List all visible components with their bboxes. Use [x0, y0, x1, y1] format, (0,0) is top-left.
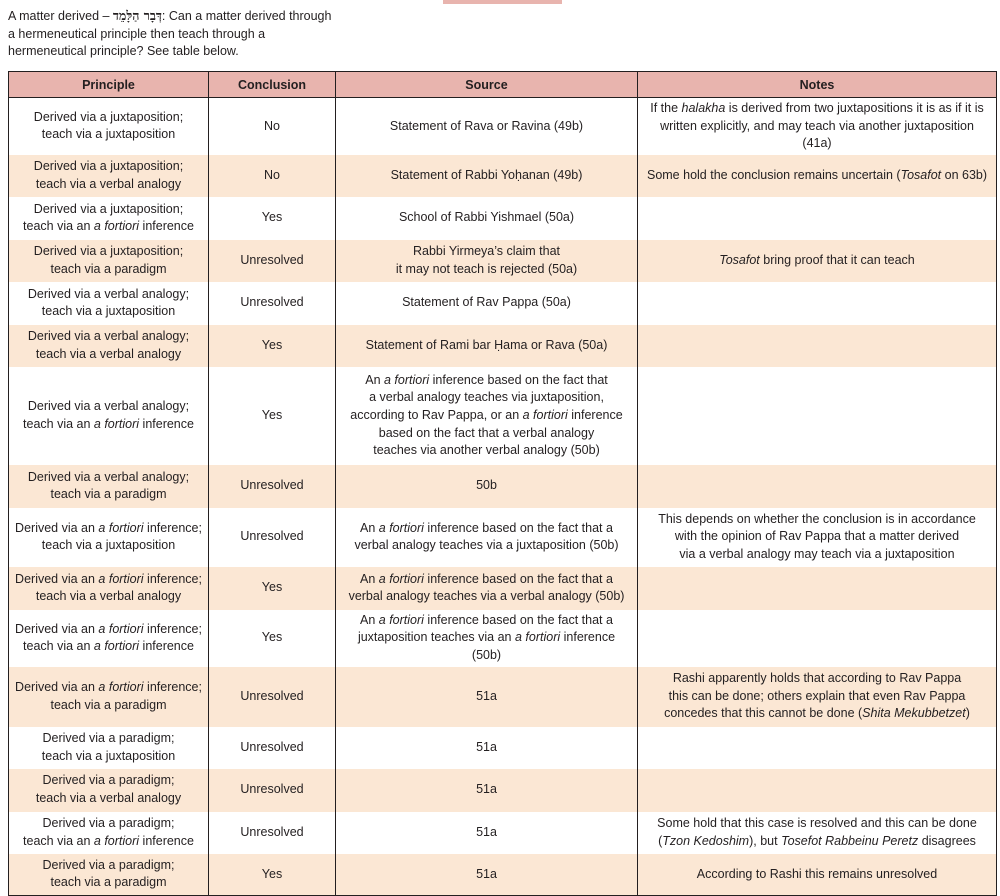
cell-principle: Derived via a juxtaposition; teach via a paradigm: [9, 240, 209, 282]
table-body: [9, 98, 997, 896]
cell-notes: [638, 610, 997, 667]
header-principle: Principle: [9, 72, 209, 98]
cell-principle: Derived via an a fortiori inference; teach via an a fortiori inference: [9, 610, 209, 667]
table-caption: [8, 7, 338, 61]
cell-principle: Derived via a paradigm; teach via a paradigm: [9, 854, 209, 896]
cell-source: An a fortiori inference based on the fact that a verbal analogy teaches via a juxtaposition (50b): [336, 508, 638, 567]
cell-conclusion: Unresolved: [209, 812, 336, 854]
table-row: [9, 812, 997, 854]
cell-notes: [638, 325, 997, 367]
cell-conclusion: Yes: [209, 325, 336, 367]
cell-source: Statement of Rav Pappa (50a): [336, 282, 638, 325]
header-source: Source: [336, 72, 638, 98]
table-row: [9, 240, 997, 282]
cell-conclusion: Unresolved: [209, 465, 336, 508]
cell-principle: Derived via a juxtaposition; teach via a juxtaposition: [9, 98, 209, 155]
cell-notes: Tosafot bring proof that it can teach: [638, 240, 997, 282]
cell-notes: This depends on whether the conclusion is in accordance with the opinion of Rav Pappa that a matter derived via a verbal analogy may teach via a juxtaposition: [638, 508, 997, 567]
cell-notes: [638, 465, 997, 508]
cell-principle: Derived via a juxtaposition; teach via a verbal analogy: [9, 155, 209, 197]
header-notes: Notes: [638, 72, 997, 98]
cell-conclusion: Yes: [209, 367, 336, 465]
table-row: [9, 465, 997, 508]
table-row: [9, 769, 997, 812]
cell-conclusion: No: [209, 98, 336, 155]
table-row: [9, 98, 997, 155]
cell-principle: Derived via a verbal analogy; teach via a paradigm: [9, 465, 209, 508]
cell-principle: Derived via a verbal analogy; teach via a juxtaposition: [9, 282, 209, 325]
cell-notes: Rashi apparently holds that according to Rav Pappa this can be done; others explain that even Rav Pappa concedes that this cannot be done (Shita Mekubbetzet): [638, 667, 997, 727]
table-row: [9, 854, 997, 896]
cell-conclusion: Yes: [209, 567, 336, 610]
cell-conclusion: Unresolved: [209, 282, 336, 325]
table-row: [9, 325, 997, 367]
cell-conclusion: Unresolved: [209, 769, 336, 812]
cell-notes: [638, 197, 997, 240]
cell-principle: Derived via a verbal analogy; teach via an a fortiori inference: [9, 367, 209, 465]
cell-notes: [638, 727, 997, 769]
cell-source: Statement of Rami bar Ḥama or Rava (50a): [336, 325, 638, 367]
cell-conclusion: Unresolved: [209, 667, 336, 727]
cell-source: Statement of Rava or Ravina (49b): [336, 98, 638, 155]
table-row: [9, 567, 997, 610]
cell-source: 50b: [336, 465, 638, 508]
table-row: [9, 610, 997, 667]
cell-source: 51a: [336, 854, 638, 896]
cell-notes: According to Rashi this remains unresolved: [638, 854, 997, 896]
caption-hebrew-term: דְּבָר הַלָּמֵד: [112, 8, 162, 23]
cell-source: Statement of Rabbi Yoḥanan (49b): [336, 155, 638, 197]
cell-source: 51a: [336, 812, 638, 854]
cell-source: 51a: [336, 667, 638, 727]
caption-lead: A matter derived –: [8, 9, 113, 23]
cell-notes: [638, 282, 997, 325]
cell-principle: Derived via a paradigm; teach via a verbal analogy: [9, 769, 209, 812]
table-row: [9, 508, 997, 567]
cell-source: An a fortiori inference based on the fact that a verbal analogy teaches via a verbal analogy (50b): [336, 567, 638, 610]
cell-principle: Derived via a paradigm; teach via an a fortiori inference: [9, 812, 209, 854]
cell-conclusion: No: [209, 155, 336, 197]
cell-notes: [638, 567, 997, 610]
cell-principle: Derived via a juxtaposition; teach via an a fortiori inference: [9, 197, 209, 240]
cell-conclusion: Yes: [209, 197, 336, 240]
cell-source: Rabbi Yirmeya’s claim that it may not teach is rejected (50a): [336, 240, 638, 282]
cell-source: 51a: [336, 769, 638, 812]
cell-notes: Some hold that this case is resolved and this can be done (Tzon Kedoshim), but Tosefot Rabbeinu Peretz disagrees: [638, 812, 997, 854]
cell-notes: [638, 769, 997, 812]
cell-principle: Derived via an a fortiori inference; teach via a verbal analogy: [9, 567, 209, 610]
table-row: [9, 727, 997, 769]
cell-principle: Derived via an a fortiori inference; teach via a juxtaposition: [9, 508, 209, 567]
cell-principle: Derived via a verbal analogy; teach via a verbal analogy: [9, 325, 209, 367]
cell-notes: If the halakha is derived from two juxtapositions it is as if it is written explicitly, and may teach via another juxtaposition (41a): [638, 98, 997, 155]
hermeneutics-table: [8, 71, 997, 896]
caption-text: : Can a matter derived through a hermeneutical principle then teach through a hermeneutical principle? See table below.: [8, 9, 332, 58]
cell-source: School of Rabbi Yishmael (50a): [336, 197, 638, 240]
table-header-row: [9, 72, 997, 98]
table-row: [9, 155, 997, 197]
cell-conclusion: Unresolved: [209, 508, 336, 567]
cell-conclusion: Yes: [209, 610, 336, 667]
cell-source: An a fortiori inference based on the fact that a juxtaposition teaches via an a fortiori inference (50b): [336, 610, 638, 667]
cell-notes: [638, 367, 997, 465]
table-row: [9, 197, 997, 240]
cell-principle: Derived via a paradigm; teach via a juxtaposition: [9, 727, 209, 769]
table-row: [9, 282, 997, 325]
cell-conclusion: Unresolved: [209, 727, 336, 769]
cell-principle: Derived via an a fortiori inference; teach via a paradigm: [9, 667, 209, 727]
table-row: [9, 367, 997, 465]
cell-notes: Some hold the conclusion remains uncertain (Tosafot on 63b): [638, 155, 997, 197]
header-conclusion: Conclusion: [209, 72, 336, 98]
cell-source: An a fortiori inference based on the fact that a verbal analogy teaches via juxtaposition, according to Rav Pappa, or an a fortiori inference based on the fact that a verbal analogy teaches via another verbal analogy (50b): [336, 367, 638, 465]
cell-conclusion: Yes: [209, 854, 336, 896]
table-row: [9, 667, 997, 727]
cell-source: 51a: [336, 727, 638, 769]
cell-conclusion: Unresolved: [209, 240, 336, 282]
top-accent-bar: [443, 0, 562, 4]
